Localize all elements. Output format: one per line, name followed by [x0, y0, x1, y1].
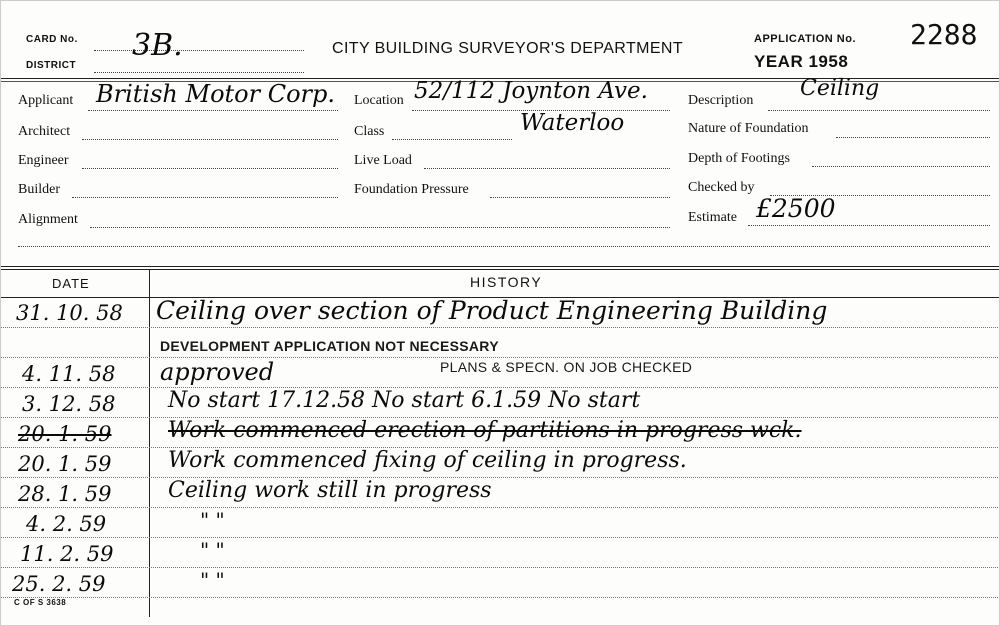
applicant-label: Applicant: [18, 93, 74, 108]
estimate-label: Estimate: [688, 210, 737, 225]
department-title: CITY BUILDING SURVEYOR'S DEPARTMENT: [332, 40, 684, 57]
engineer-label: Engineer: [18, 153, 69, 168]
live-load-label: Live Load: [354, 153, 412, 168]
district-label: DISTRICT: [26, 60, 77, 71]
applicant-value: British Motor Corp.: [96, 80, 336, 108]
checked-by-label: Checked by: [688, 180, 755, 195]
history-entry: approved: [160, 358, 275, 386]
history-header: HISTORY: [470, 274, 543, 290]
history-entry: No start 17.12.58 No start 6.1.59 No start: [168, 388, 641, 413]
ditto-mark: " ": [200, 508, 225, 532]
foundation-pressure-label: Foundation Pressure: [354, 182, 469, 197]
ditto-mark: " ": [200, 538, 225, 562]
history-entry: Work commenced fixing of ceiling in progress.: [168, 448, 687, 473]
history-entry: Ceiling over section of Product Engineering Building: [156, 296, 828, 325]
history-date-struck: 20. 1. 59: [18, 422, 112, 446]
history-date: 31. 10. 58: [16, 301, 123, 325]
history-date: 3. 12. 58: [22, 392, 116, 416]
history-date: 11. 2. 59: [20, 542, 114, 566]
estimate-value: £2500: [756, 194, 836, 223]
form-code: C OF S 3638: [14, 598, 67, 607]
nature-of-foundation-label: Nature of Foundation: [688, 121, 809, 136]
card-no-value: 3B.: [132, 28, 183, 63]
history-date: 28. 1. 59: [18, 482, 112, 506]
history-entry-struck: Work commenced erection of partitions in progress wck.: [168, 418, 802, 443]
depth-of-footings-label: Depth of Footings: [688, 151, 790, 166]
builder-label: Builder: [18, 182, 60, 197]
year-label: YEAR 1958: [754, 52, 849, 71]
history-date: 20. 1. 59: [18, 452, 112, 476]
card-no-label: CARD No.: [26, 34, 78, 45]
history-date: 4. 2. 59: [26, 512, 107, 536]
application-number: 2288: [910, 18, 978, 51]
description-label: Description: [688, 93, 754, 108]
description-value: Ceiling: [800, 76, 880, 101]
history-date: 25. 2. 59: [12, 572, 106, 596]
application-label: APPLICATION No.: [754, 33, 857, 45]
architect-label: Architect: [18, 124, 71, 139]
alignment-label: Alignment: [18, 212, 78, 227]
location-value-2: Waterloo: [520, 110, 625, 136]
location-value-1: 52/112 Joynton Ave.: [414, 78, 648, 104]
history-entry: Ceiling work still in progress: [168, 478, 492, 503]
date-header: DATE: [52, 276, 90, 291]
history-date: 4. 11. 58: [22, 362, 116, 386]
stamp-plans-checked: PLANS & SPECN. ON JOB CHECKED: [440, 359, 693, 375]
class-label: Class: [354, 124, 385, 139]
stamp-development-not-necessary: DEVELOPMENT APPLICATION NOT NECESSARY: [160, 338, 499, 354]
ditto-mark: " ": [200, 568, 225, 592]
location-label: Location: [354, 93, 404, 108]
